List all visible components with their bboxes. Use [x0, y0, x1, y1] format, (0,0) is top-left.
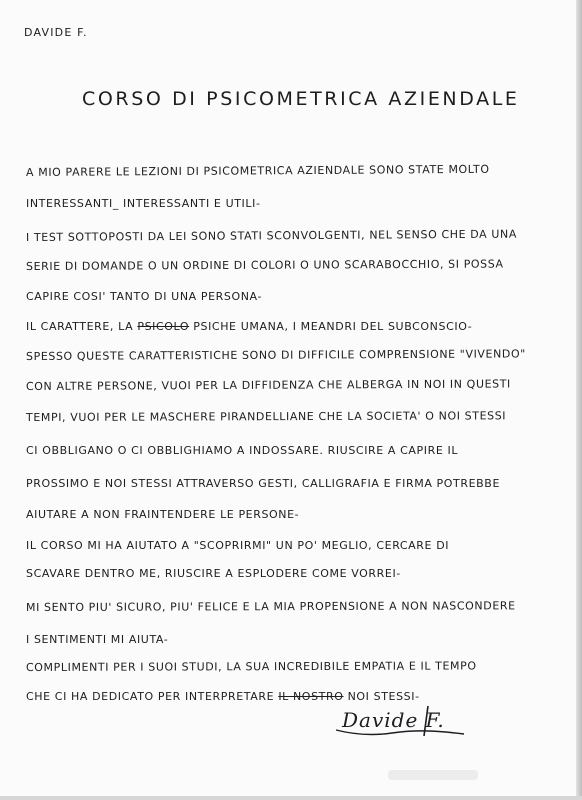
text-line: INTERESSANTI_ INTERESSANTI E UTILI- [26, 197, 261, 210]
scan-edge-right [576, 0, 582, 800]
text-line: IL CORSO MI HA AIUTATO A "SCOPRIRMI" UN PO' MEGLIO, CERCARE DI [26, 539, 450, 552]
signature-text: Davide F. [342, 708, 445, 732]
struck-out-word: IL NOSTRO [278, 690, 344, 703]
struck-out-word: PSICOLO [137, 320, 190, 333]
text-line: I SENTIMENTI MI AIUTA- [26, 633, 169, 646]
text-line: COMPLIMENTI PER I SUOI STUDI, LA SUA INCREDIBILE EMPATIA E IL TEMPO [25, 659, 477, 674]
text-line: CON ALTRE PERSONE, VUOI PER LA DIFFIDENZA CHE ALBERGA IN NOI IN QUESTI [25, 377, 511, 393]
letter-title: CORSO DI PSICOMETRICA AZIENDALE [82, 88, 520, 110]
text-line: PROSSIMO E NOI STESSI ATTRAVERSO GESTI, CALLIGRAFIA E FIRMA POTREBBE [26, 477, 500, 490]
author-name: DAVIDE F. [24, 26, 88, 39]
text-segment: IL CARATTERE, LA [26, 320, 134, 333]
text-segment: NOI STESSI- [347, 690, 420, 703]
text-line: SERIE DI DOMANDE O UN ORDINE DI COLORI O UNO SCARABOCCHIO, SI POSSA [25, 257, 504, 273]
scan-edge-bottom [0, 796, 582, 800]
text-line: CAPIRE COSI' TANTO DI UNA PERSONA- [26, 290, 263, 303]
text-line: TEMPI, VUOI PER LE MASCHERE PIRANDELLIANE CHE LA SOCIETA' O NOI STESSI [25, 409, 507, 424]
text-line: A MIO PARERE LE LEZIONI DI PSICOMETRICA AZIENDALE SONO STATE MOLTO [25, 162, 490, 179]
text-line: CI OBBLIGANO O CI OBBLIGHIAMO A INDOSSARE. RIUSCIRE A CAPIRE IL [26, 444, 459, 457]
text-line: SCAVARE DENTRO ME, RIUSCIRE A ESPLODERE COME VORREI- [26, 567, 401, 580]
text-line: I TEST SOTTOPOSTI DA LEI SONO STATI SCONVOLGENTI, NEL SENSO CHE DA UNA [25, 227, 517, 244]
text-line-with-correction [26, 320, 472, 333]
text-segment: CHE CI HA DEDICATO PER INTERPRETARE [26, 690, 275, 703]
handwritten-signature [332, 700, 472, 744]
text-segment: PSICHE UMANA, I MEANDRI DEL SUBCONSCIO- [193, 320, 473, 333]
text-line: SPESSO QUESTE CARATTERISTICHE SONO DI DIFFICILE COMPRENSIONE "VIVENDO" [25, 347, 526, 363]
text-line: MI SENTO PIU' SICURO, PIU' FELICE E LA MIA PROPENSIONE A NON NASCONDERE [25, 599, 516, 614]
text-line: AIUTARE A NON FRAINTENDERE LE PERSONE- [26, 508, 300, 521]
scan-smudge [388, 770, 478, 780]
